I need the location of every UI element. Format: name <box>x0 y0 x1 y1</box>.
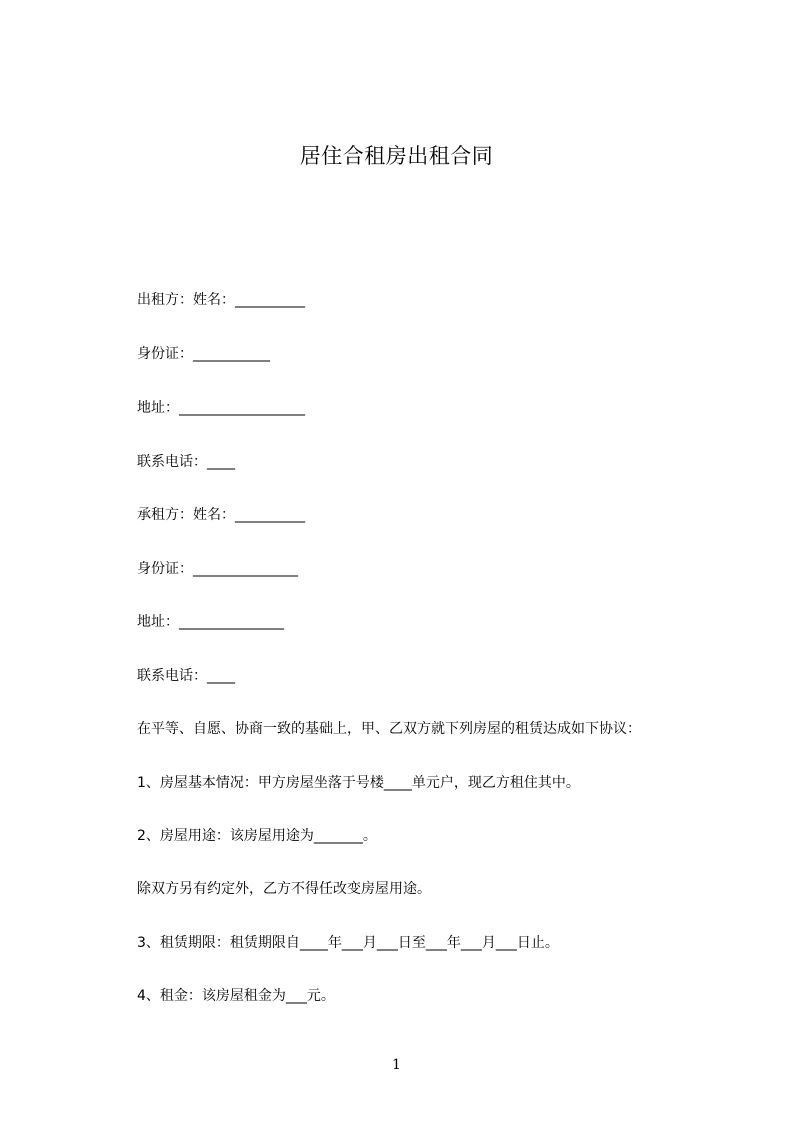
lessor-name-line: 出租方：姓名：__________ <box>137 292 305 308</box>
agreement-intro-line: 在平等、自愿、协商一致的基础上，甲、乙双方就下列房屋的租赁达成如下协议： <box>137 721 641 737</box>
lessor-id-line: 身份证：___________ <box>137 346 270 362</box>
lessee-id-line: 身份证：_______________ <box>137 561 298 577</box>
usage-restriction-line: 除双方另有约定外，乙方不得任改变房屋用途。 <box>137 881 431 897</box>
lessee-address-line: 地址：_______________ <box>137 614 284 630</box>
clause-4-line: 4、租金：该房屋租金为___元。 <box>137 988 335 1004</box>
clause-1-line: 1、房屋基本情况：甲方房屋坐落于号楼____单元户，现乙方租住其中。 <box>137 775 580 791</box>
clause-2-line: 2、房屋用途：该房屋用途为_______。 <box>137 828 377 844</box>
lessee-name-line: 承租方：姓名：__________ <box>137 507 305 523</box>
page-number: 1 <box>392 1057 401 1073</box>
lessee-phone-line: 联系电话：____ <box>137 668 235 684</box>
document-title: 居住合租房出租合同 <box>299 144 494 168</box>
lessor-phone-line: 联系电话：____ <box>137 454 235 470</box>
lessor-address-line: 地址：__________________ <box>137 400 305 416</box>
clause-3-line: 3、租赁期限：租赁期限自____年___月___日至___年___月___日止。 <box>137 935 559 951</box>
